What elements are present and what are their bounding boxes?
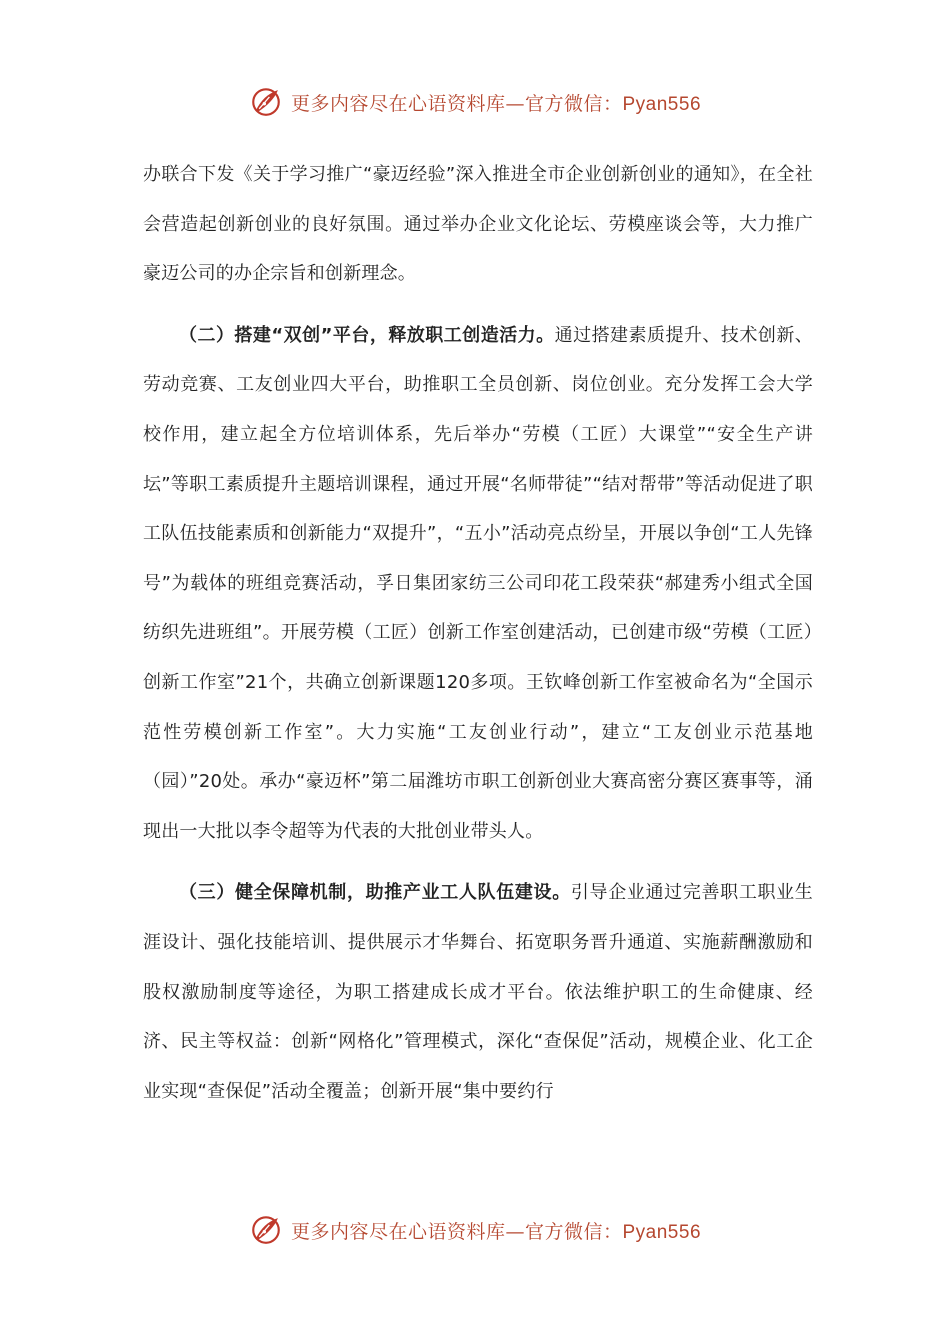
watermark-text: 更多内容尽在心语资料库—官方微信：Pyan556 [290,92,702,115]
paragraph-3 [143,868,813,1116]
watermark-text: 更多内容尽在心语资料库—官方微信：Pyan556 [290,1220,702,1243]
watermark-banner-bottom [0,1210,950,1250]
wechat-id: Pyan556 [622,1221,702,1243]
pen-nib-logo-icon [249,85,283,119]
paragraph-1 [143,150,813,299]
paragraph-2 [143,311,813,857]
paragraph-3-body: 引导企业通过完善职工职业生涯设计、强化技能培训、提供展示才华舞台、拓宽职务晋升通道、实施薪酬激励和股权激励制度等途径，为职工搭建成长成才平台。依法维护职工的生命健康、经济、民主等权益：创新“网格化”管理模式，深化“查保促”活动，规模企业、化工企业实现“查保促”活动全覆盖；创新开展“集中要约行 [143,882,813,1102]
watermark-banner-top [0,82,950,122]
paragraph-1-body: 办联合下发《关于学习推广“豪迈经验”深入推进全市企业创新创业的通知》，在全社会营造起创新创业的良好氛围。通过举办企业文化论坛、劳模座谈会等，大力推广豪迈公司的办企宗旨和创新理念。 [143,164,813,285]
document-body [143,150,813,1116]
paragraph-3-heading: （三）健全保障机制，助推产业工人队伍建设。 [179,882,571,904]
wechat-id: Pyan556 [622,93,702,115]
paragraph-2-body: 通过搭建素质提升、技术创新、劳动竞赛、工友创业四大平台，助推职工全员创新、岗位创业。充分发挥工会大学校作用，建立起全方位培训体系，先后举办“劳模（工匠）大课堂”“安全生产讲坛”等职工素质提升主题培训课程，通过开展“名师带徒”“结对帮带”等活动促进了职工队伍技能素质和创新能力“双提升”，“五小”活动亮点纷呈，开展以争创“工人先锋号”为载体的班组竞赛活动，孚日集团家纺三公司印花工段荣获“郝建秀小组式全国纺织先进班组”。开展劳模（工匠）创新工作室创建活动，已创建市级“劳模（工匠）创新工作室”21个，共确立创新课题120多项。王钦峰创新工作室被命名为“全国示范性劳模创新工作室”。大力实施“工友创业行动”，建立“工友创业示范基地（园）”20处。承办“豪迈杯”第二届潍坊市职工创新创业大赛高密分赛区赛事等，涌现出一大批以李令超等为代表的大批创业带头人。 [143,324,813,842]
paragraph-2-heading: （二）搭建“双创”平台，释放职工创造活力。 [179,324,555,346]
pen-nib-logo-icon [249,1213,283,1247]
